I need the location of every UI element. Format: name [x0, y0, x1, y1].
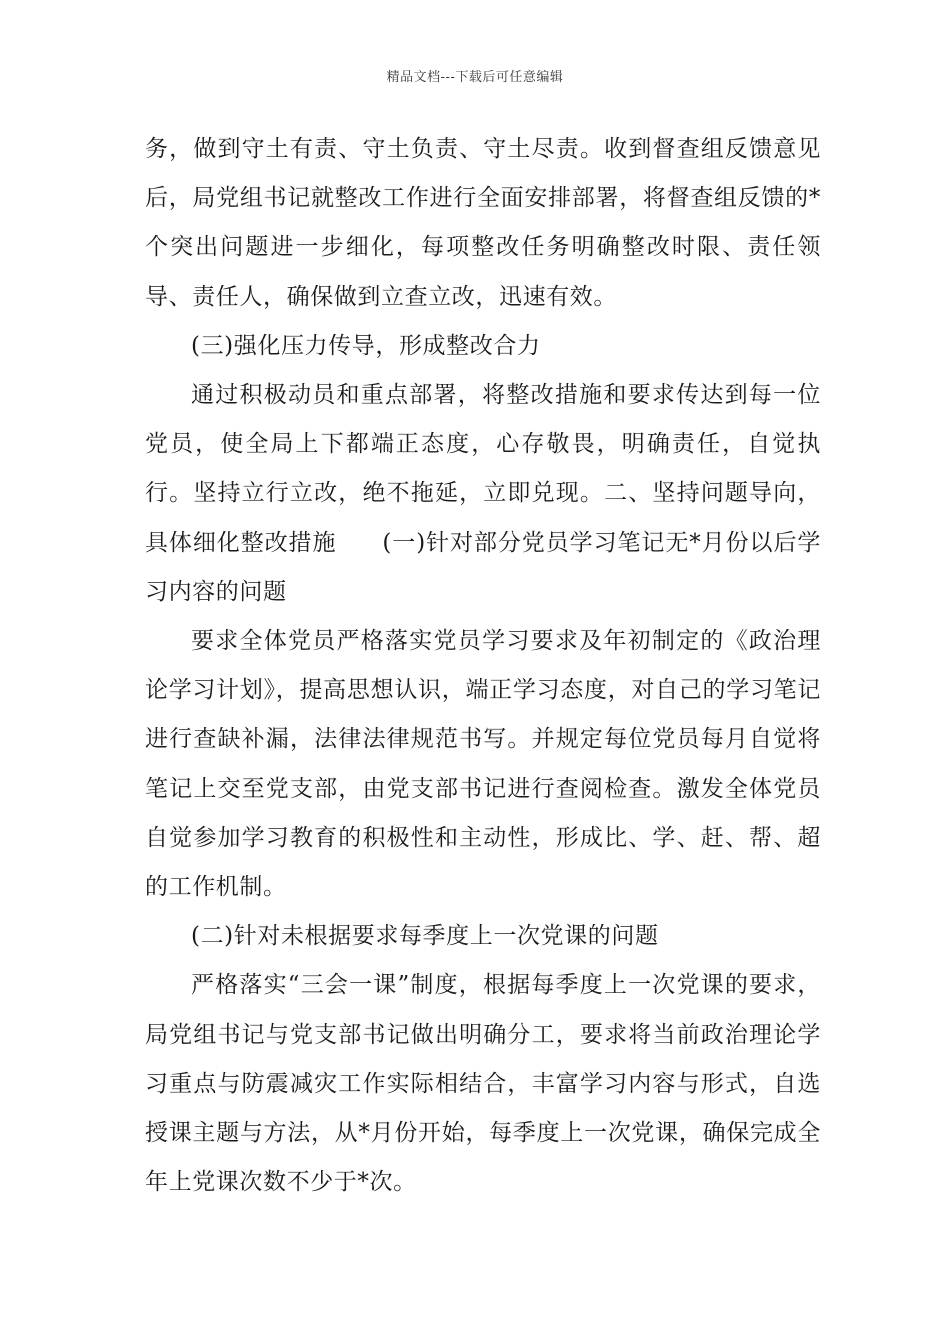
page-header: 精品文档---下载后可任意编辑: [386, 70, 564, 85]
document-body: [145, 125, 821, 1207]
section-heading-3: (三)强化压力传导，形成整改合力: [191, 332, 541, 359]
paragraph-mobilization-text: 通过积极动员和重点部署，将整改措施和要求传达到每一位党员，使全局上下都端正态度，心存敬畏，明确责任，自觉执行。坚持立行立改，绝不拖延，立即兑现。二、坚持问题导向，具体细化整改措施: [145, 382, 821, 556]
paragraph-party-lessons: 严格落实“三会一课”制度，根据每季度上一次党课的要求，局党组书记与党支部书记做出明确分工，要求将当前政治理论学习重点与防震减灾工作实际相结合，丰富学习内容与形式，自选授课主题与方法，从*月份开始，每季度上一次党课，确保完成全年上党课次数不少于*次。: [145, 972, 821, 1196]
paragraph-mobilization: [145, 371, 821, 617]
subsection-heading-2: (二)针对未根据要求每季度上一次党课的问题: [191, 923, 659, 950]
paragraph-continuation: 务，做到守土有责、守土负责、守土尽责。收到督查组反馈意见后，局党组书记就整改工作进行全面安排部署，将督查组反馈的*个突出问题进一步细化，每项整改任务明确整改时限、责任领导、责任人，确保做到立查立改，迅速有效。: [145, 136, 821, 310]
paragraph-study-notes: 要求全体党员严格落实党员学习要求及年初制定的《政治理论学习计划》，提高思想认识，端正学习态度，对自己的学习笔记进行查缺补漏，法律法律规范书写。并规定每位党员每月自觉将笔记上交至党支部，由党支部书记进行查阅检查。激发全体党员自觉参加学习教育的积极性和主动性，形成比、学、赶、帮、超的工作机制。: [145, 628, 821, 901]
subsection-heading-1: (一)针对部分党员学习笔记无*月份以后学习内容的问题: [145, 529, 821, 605]
